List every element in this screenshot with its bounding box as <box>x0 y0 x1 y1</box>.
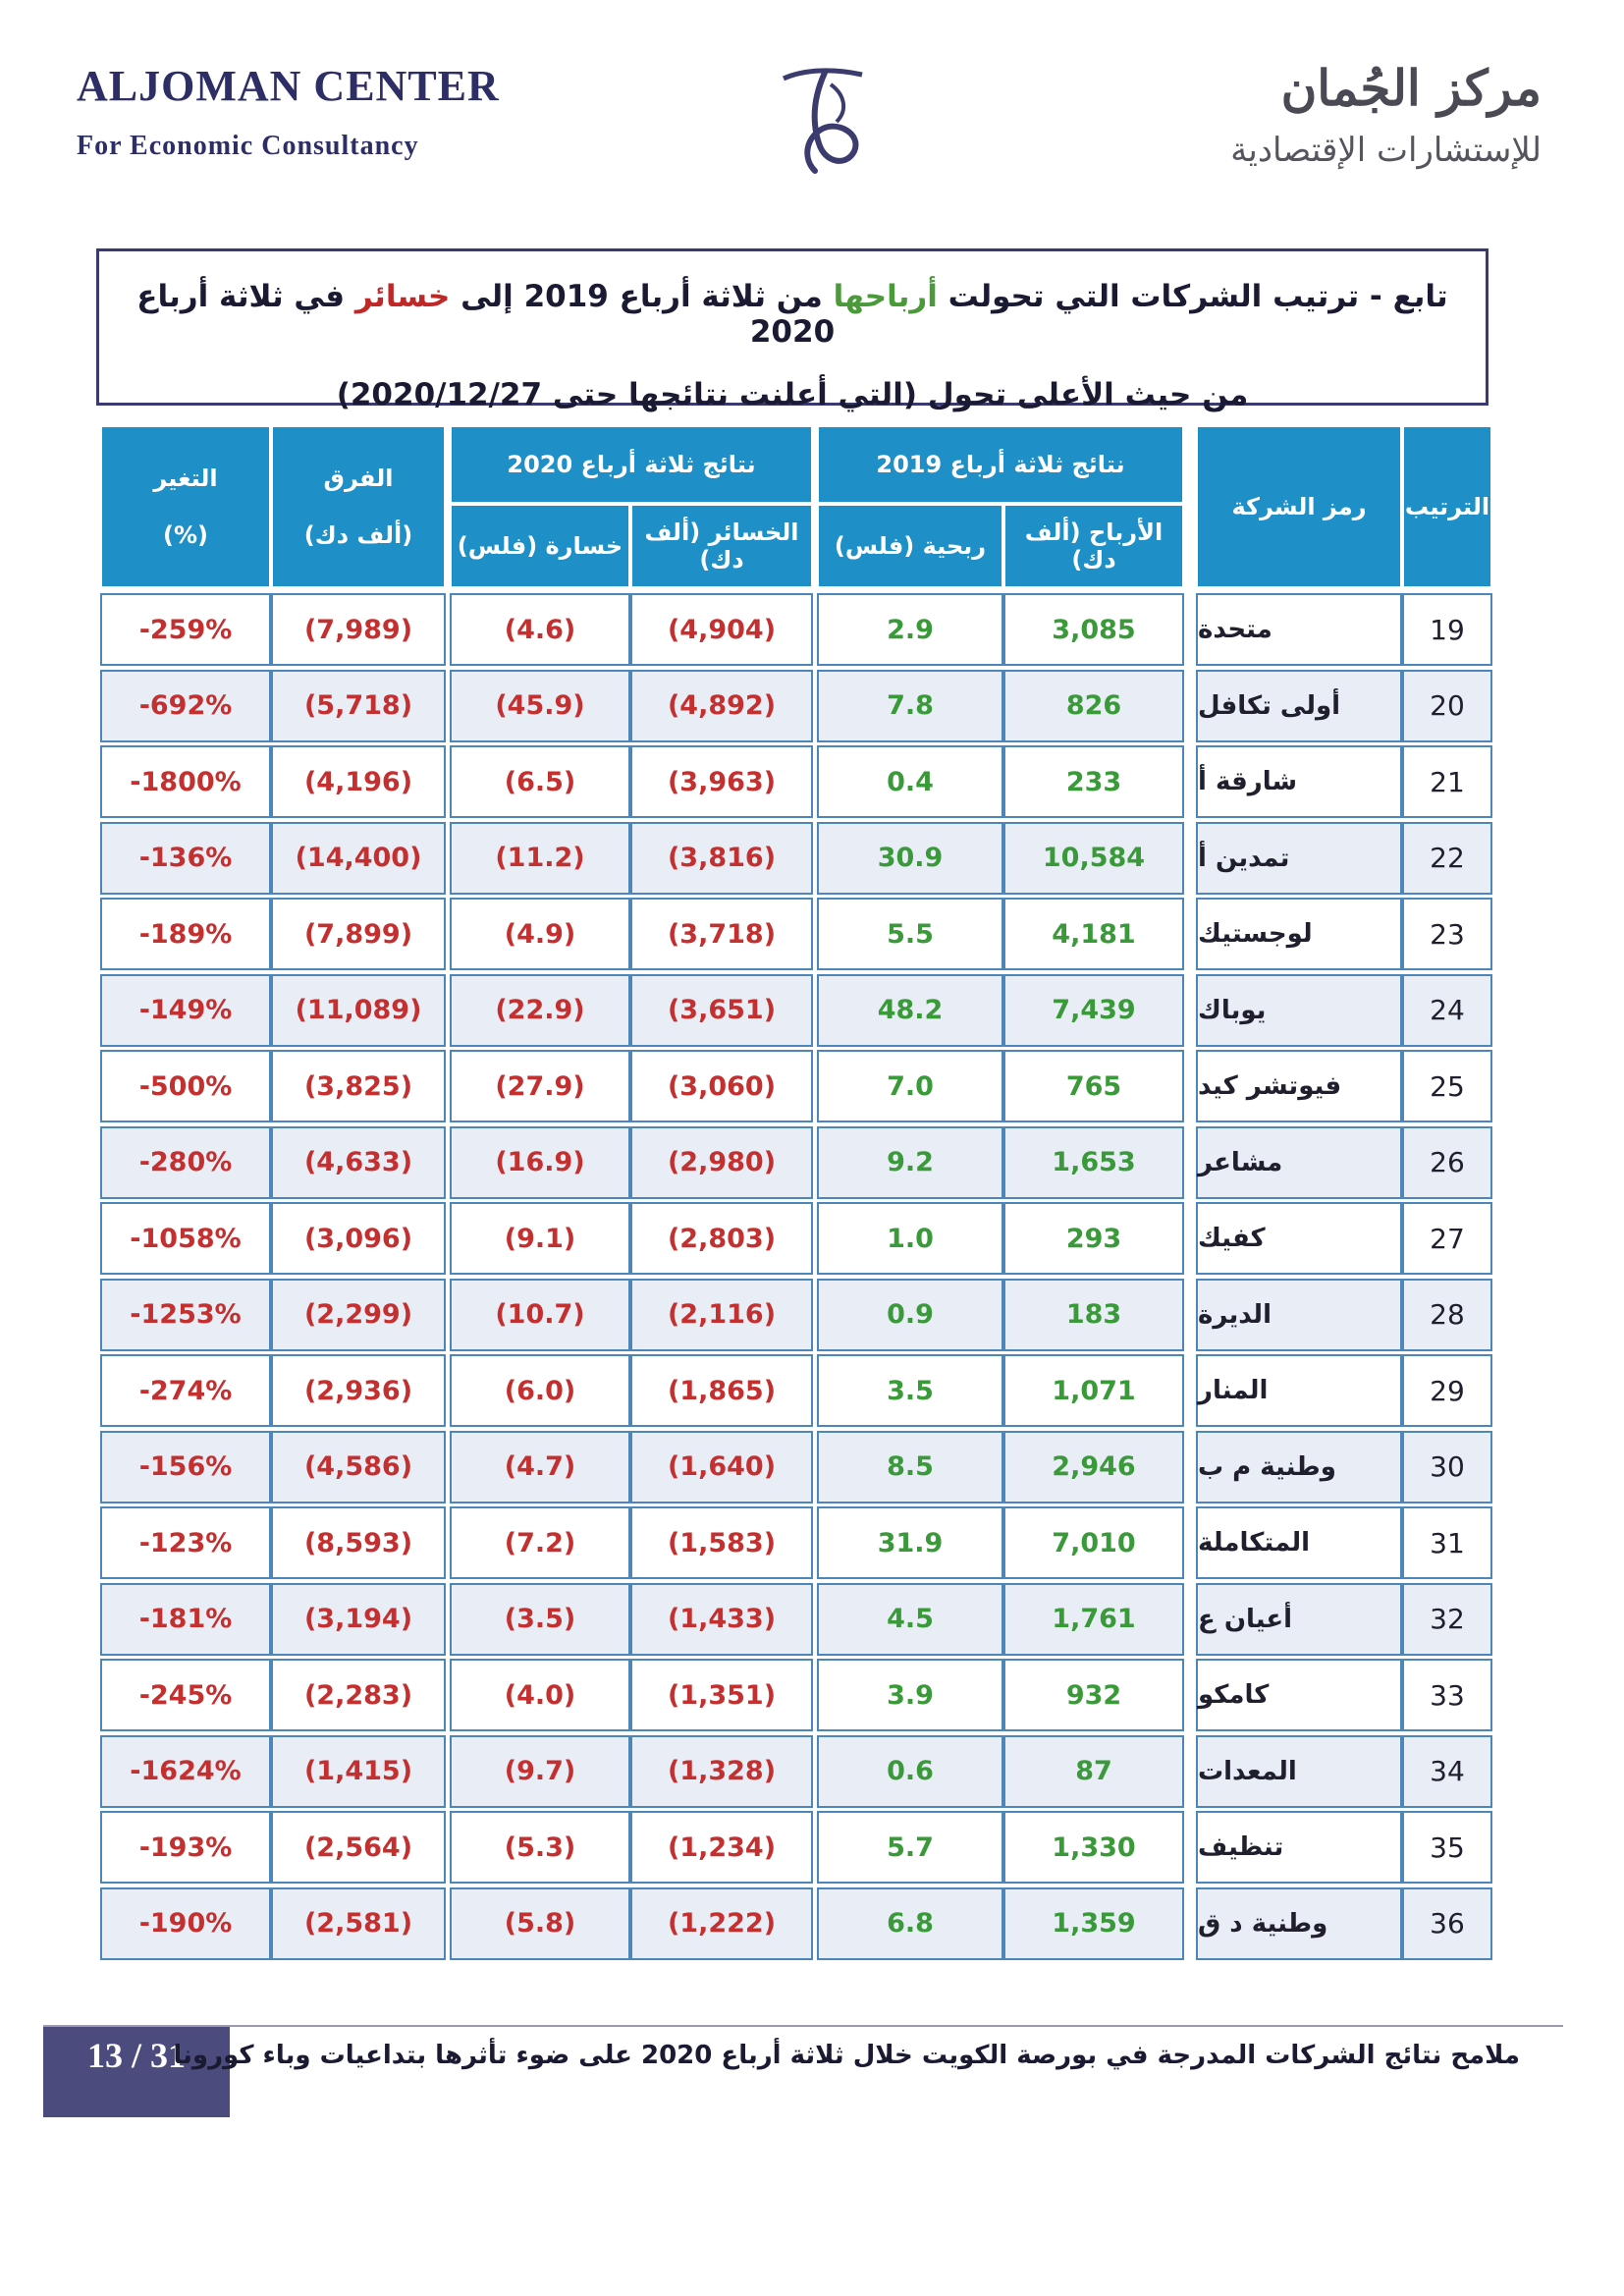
cell-loss-fils: (4.0) <box>450 1659 630 1731</box>
results-table <box>100 425 1492 1963</box>
cell-loss-kd: (1,328) <box>630 1735 813 1808</box>
cell-name: شارقة أ <box>1196 745 1402 818</box>
cell-profit-fils: 2.9 <box>817 593 1003 666</box>
header-profit-kd: الأرباح (ألف دك) <box>1003 504 1184 588</box>
cell-diff: (3,194) <box>271 1583 446 1656</box>
cell-profit-kd: 3,085 <box>1003 593 1184 666</box>
cell-profit-fils: 3.5 <box>817 1354 1003 1427</box>
cell-loss-kd: (3,816) <box>630 822 813 895</box>
cell-loss-kd: (1,351) <box>630 1659 813 1731</box>
cell-name: أولى تكافل <box>1196 670 1402 742</box>
cell-diff: (5,718) <box>271 670 446 742</box>
cell-loss-kd: (1,234) <box>630 1811 813 1884</box>
header-loss-fils: خسارة (فلس) <box>450 504 630 588</box>
table-row <box>100 593 1492 670</box>
cell-profit-kd: 1,653 <box>1003 1126 1184 1199</box>
cell-profit-kd: 1,330 <box>1003 1811 1184 1884</box>
cell-loss-kd: (3,060) <box>630 1050 813 1122</box>
title-loss-word: خسائر <box>354 279 451 314</box>
cell-diff: (14,400) <box>271 822 446 895</box>
title-line-1: تابع - ترتيب الشركات التي تحولت أرباحها من ثلاثة أرباع 2019 إلى خسائر في ثلاثة أرباع 2020 <box>136 279 1448 350</box>
table-row <box>100 1506 1492 1583</box>
cell-rank: 28 <box>1402 1279 1492 1351</box>
cell-rank: 25 <box>1402 1050 1492 1122</box>
cell-rank: 21 <box>1402 745 1492 818</box>
cell-change: -193% <box>100 1811 271 1884</box>
header-change: التغير (%) <box>100 425 271 588</box>
cell-name: أعيان ع <box>1196 1583 1402 1656</box>
table-row <box>100 1583 1492 1660</box>
cell-profit-kd: 10,584 <box>1003 822 1184 895</box>
cell-rank: 19 <box>1402 593 1492 666</box>
cell-diff: (7,899) <box>271 898 446 970</box>
cell-name: المتكاملة <box>1196 1506 1402 1579</box>
cell-diff: (4,586) <box>271 1431 446 1503</box>
cell-loss-kd: (3,718) <box>630 898 813 970</box>
cell-loss-fils: (10.7) <box>450 1279 630 1351</box>
cell-name: وطنية م ب <box>1196 1431 1402 1503</box>
cell-loss-kd: (1,640) <box>630 1431 813 1503</box>
title-line-2: من حيث الأعلى تحول (التي أعلنت نتائجها حتى 2020/12/27) <box>336 377 1249 412</box>
cell-rank: 22 <box>1402 822 1492 895</box>
cell-profit-fils: 4.5 <box>817 1583 1003 1656</box>
cell-change: -123% <box>100 1506 271 1579</box>
cell-change: -189% <box>100 898 271 970</box>
cell-profit-fils: 9.2 <box>817 1126 1003 1199</box>
cell-loss-fils: (6.0) <box>450 1354 630 1427</box>
brand-arabic <box>1230 59 1542 170</box>
cell-rank: 35 <box>1402 1811 1492 1884</box>
cell-profit-kd: 233 <box>1003 745 1184 818</box>
cell-name: الديرة <box>1196 1279 1402 1351</box>
cell-loss-kd: (4,892) <box>630 670 813 742</box>
cell-change: -274% <box>100 1354 271 1427</box>
cell-diff: (3,096) <box>271 1202 446 1275</box>
cell-change: -1058% <box>100 1202 271 1275</box>
table-row <box>100 1126 1492 1203</box>
table-row <box>100 974 1492 1051</box>
cell-name: كامكو <box>1196 1659 1402 1731</box>
table-row <box>100 1659 1492 1735</box>
cell-loss-kd: (1,583) <box>630 1506 813 1579</box>
table-row <box>100 1354 1492 1431</box>
cell-profit-fils: 5.7 <box>817 1811 1003 1884</box>
cell-profit-kd: 7,010 <box>1003 1506 1184 1579</box>
cell-change: -1624% <box>100 1735 271 1808</box>
cell-diff: (2,299) <box>271 1279 446 1351</box>
cell-name: يوباك <box>1196 974 1402 1047</box>
cell-diff: (4,196) <box>271 745 446 818</box>
cell-loss-fils: (4.6) <box>450 593 630 666</box>
cell-profit-fils: 0.4 <box>817 745 1003 818</box>
cell-loss-kd: (3,963) <box>630 745 813 818</box>
cell-name: وطنية د ق <box>1196 1887 1402 1960</box>
brand-english <box>77 61 500 162</box>
cell-loss-fils: (6.5) <box>450 745 630 818</box>
cell-change: -181% <box>100 1583 271 1656</box>
aljoman-logo-icon <box>776 65 869 178</box>
cell-diff: (2,936) <box>271 1354 446 1427</box>
cell-profit-fils: 31.9 <box>817 1506 1003 1579</box>
cell-loss-fils: (9.1) <box>450 1202 630 1275</box>
cell-loss-fils: (16.9) <box>450 1126 630 1199</box>
cell-loss-fils: (7.2) <box>450 1506 630 1579</box>
page-number-badge: 13 / 31 <box>43 2027 230 2117</box>
cell-name: تمدين أ <box>1196 822 1402 895</box>
cell-loss-fils: (45.9) <box>450 670 630 742</box>
cell-rank: 33 <box>1402 1659 1492 1731</box>
cell-profit-kd: 183 <box>1003 1279 1184 1351</box>
cell-change: -259% <box>100 593 271 666</box>
table-row <box>100 1050 1492 1126</box>
cell-loss-fils: (5.3) <box>450 1811 630 1884</box>
cell-loss-fils: (9.7) <box>450 1735 630 1808</box>
cell-diff: (8,593) <box>271 1506 446 1579</box>
cell-profit-kd: 1,761 <box>1003 1583 1184 1656</box>
cell-profit-kd: 765 <box>1003 1050 1184 1122</box>
cell-loss-fils: (11.2) <box>450 822 630 895</box>
cell-rank: 30 <box>1402 1431 1492 1503</box>
table-body <box>100 593 1492 1963</box>
table-header <box>100 425 1492 588</box>
cell-profit-fils: 0.9 <box>817 1279 1003 1351</box>
table-row <box>100 670 1492 746</box>
table-row <box>100 898 1492 974</box>
cell-name: المعدات <box>1196 1735 1402 1808</box>
header-group-2019: نتائج ثلاثة أرباع 2019 <box>817 425 1184 504</box>
cell-change: -1800% <box>100 745 271 818</box>
cell-profit-fils: 0.6 <box>817 1735 1003 1808</box>
header-rank: الترتيب <box>1402 425 1492 588</box>
table-title-box <box>96 248 1489 412</box>
cell-loss-fils: (22.9) <box>450 974 630 1047</box>
cell-profit-fils: 6.8 <box>817 1887 1003 1960</box>
cell-loss-kd: (1,433) <box>630 1583 813 1656</box>
table-row <box>100 822 1492 899</box>
cell-change: -149% <box>100 974 271 1047</box>
brand-en-title: ALJOMAN CENTER <box>77 62 500 110</box>
cell-name: متحدة <box>1196 593 1402 666</box>
cell-rank: 24 <box>1402 974 1492 1047</box>
header-diff: الفرق (ألف دك) <box>271 425 446 588</box>
cell-loss-fils: (5.8) <box>450 1887 630 1960</box>
brand-en-subtitle: For Economic Consultancy <box>77 131 419 161</box>
table-row <box>100 1279 1492 1355</box>
cell-change: -156% <box>100 1431 271 1503</box>
cell-profit-kd: 1,359 <box>1003 1887 1184 1960</box>
cell-profit-fils: 5.5 <box>817 898 1003 970</box>
cell-profit-kd: 826 <box>1003 670 1184 742</box>
header-profit-fils: ربحية (فلس) <box>817 504 1003 588</box>
brand-ar-subtitle: للإستشارات الإقتصادية <box>1230 131 1542 170</box>
cell-profit-kd: 2,946 <box>1003 1431 1184 1503</box>
cell-profit-fils: 7.0 <box>817 1050 1003 1122</box>
footer-caption: ملامح نتائج الشركات المدرجة في بورصة الكويت خلال ثلاثة أرباع 2020 على ضوء تأثرها بتداعيات وباء كورونا <box>173 2041 1520 2070</box>
cell-loss-kd: (4,904) <box>630 593 813 666</box>
header-company: رمز الشركة <box>1196 425 1402 588</box>
header-loss-kd: الخسائر (ألف دك) <box>630 504 813 588</box>
cell-diff: (3,825) <box>271 1050 446 1122</box>
cell-loss-kd: (3,651) <box>630 974 813 1047</box>
cell-profit-fils: 1.0 <box>817 1202 1003 1275</box>
cell-name: المنار <box>1196 1354 1402 1427</box>
table-row <box>100 1887 1492 1964</box>
cell-rank: 29 <box>1402 1354 1492 1427</box>
table-row <box>100 1202 1492 1279</box>
cell-change: -280% <box>100 1126 271 1199</box>
cell-loss-fils: (27.9) <box>450 1050 630 1122</box>
cell-loss-kd: (1,865) <box>630 1354 813 1427</box>
cell-rank: 26 <box>1402 1126 1492 1199</box>
cell-profit-kd: 4,181 <box>1003 898 1184 970</box>
cell-rank: 31 <box>1402 1506 1492 1579</box>
cell-rank: 27 <box>1402 1202 1492 1275</box>
cell-profit-kd: 1,071 <box>1003 1354 1184 1427</box>
header-group-2020: نتائج ثلاثة أرباع 2020 <box>450 425 813 504</box>
cell-diff: (2,564) <box>271 1811 446 1884</box>
cell-name: مشاعر <box>1196 1126 1402 1199</box>
table-row <box>100 745 1492 822</box>
cell-diff: (1,415) <box>271 1735 446 1808</box>
cell-profit-fils: 7.8 <box>817 670 1003 742</box>
cell-profit-fils: 48.2 <box>817 974 1003 1047</box>
cell-diff: (2,283) <box>271 1659 446 1731</box>
cell-loss-kd: (2,980) <box>630 1126 813 1199</box>
cell-name: كفيك <box>1196 1202 1402 1275</box>
cell-name: لوجستيك <box>1196 898 1402 970</box>
cell-diff: (11,089) <box>271 974 446 1047</box>
cell-rank: 36 <box>1402 1887 1492 1960</box>
table-row <box>100 1735 1492 1812</box>
cell-profit-kd: 87 <box>1003 1735 1184 1808</box>
cell-rank: 20 <box>1402 670 1492 742</box>
cell-rank: 32 <box>1402 1583 1492 1656</box>
cell-name: تنظيف <box>1196 1811 1402 1884</box>
cell-loss-fils: (4.7) <box>450 1431 630 1503</box>
cell-rank: 34 <box>1402 1735 1492 1808</box>
cell-loss-kd: (2,803) <box>630 1202 813 1275</box>
cell-profit-kd: 7,439 <box>1003 974 1184 1047</box>
cell-diff: (7,989) <box>271 593 446 666</box>
cell-loss-kd: (2,116) <box>630 1279 813 1351</box>
brand-ar-title: مركز الجُمان <box>1280 59 1542 117</box>
cell-change: -692% <box>100 670 271 742</box>
table-row <box>100 1811 1492 1887</box>
cell-rank: 23 <box>1402 898 1492 970</box>
cell-loss-kd: (1,222) <box>630 1887 813 1960</box>
table-row <box>100 1431 1492 1507</box>
cell-change: -245% <box>100 1659 271 1731</box>
cell-profit-kd: 293 <box>1003 1202 1184 1275</box>
cell-profit-kd: 932 <box>1003 1659 1184 1731</box>
title-profit-word: أرباحها <box>833 279 938 314</box>
footer-divider <box>43 2025 1563 2027</box>
cell-diff: (2,581) <box>271 1887 446 1960</box>
cell-change: -500% <box>100 1050 271 1122</box>
cell-name: فيوتشر كيد <box>1196 1050 1402 1122</box>
cell-diff: (4,633) <box>271 1126 446 1199</box>
cell-change: -190% <box>100 1887 271 1960</box>
cell-loss-fils: (4.9) <box>450 898 630 970</box>
cell-change: -136% <box>100 822 271 895</box>
cell-profit-fils: 3.9 <box>817 1659 1003 1731</box>
cell-profit-fils: 8.5 <box>817 1431 1003 1503</box>
cell-loss-fils: (3.5) <box>450 1583 630 1656</box>
cell-change: -1253% <box>100 1279 271 1351</box>
cell-profit-fils: 30.9 <box>817 822 1003 895</box>
